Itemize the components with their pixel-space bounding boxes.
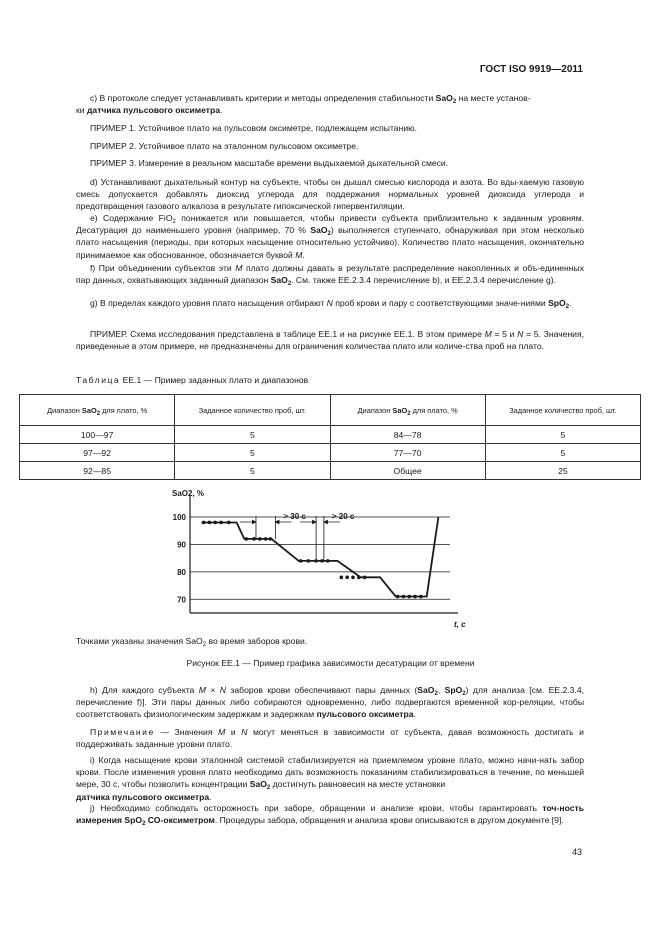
sample-point xyxy=(213,521,217,525)
note: Примечание — Значения M и N могут меняться в зависимости от субъекта, давая возможность достигать и поддерживать заданные уровни плато. xyxy=(76,727,584,750)
sample-point xyxy=(219,521,223,525)
table-row xyxy=(20,426,641,444)
paragraph-i: i) Когда насыщение крови эталонной системой стабилизируется на приемлемом уровне плато, можно начи-нать забор крови. После изменения уровня плато необходимо дать возможность показаниям стабилизироваться в течение, по меньшей мере, 30 с, чтобы позволить концентрации SaO$_2$ достигнуть равновесия на месте установки датчика пульсового оксиметра. xyxy=(76,755,584,802)
figure-caption: Рисунок ЕЕ.1 — Пример графика зависимости десатурации от времени xyxy=(186,658,475,668)
paragraph-g: g) В пределах каждого уровня плато насыщения отбирают N проб крови и пару с соответствующими значе-ниями SpO$_2$. xyxy=(90,298,572,310)
table-row xyxy=(20,462,641,480)
table-cell: 92—85 xyxy=(20,462,175,480)
table-cell: 5 xyxy=(485,444,640,462)
table-cell: 5 xyxy=(175,426,330,444)
table-cell: 100—97 xyxy=(20,426,175,444)
sample-point xyxy=(407,595,411,599)
table-cell: 5 xyxy=(485,426,640,444)
table-row xyxy=(20,444,641,462)
table-cell: 5 xyxy=(175,462,330,480)
sample-point xyxy=(351,576,355,580)
standard-header: ГОСТ ISO 9919—2011 xyxy=(479,64,583,75)
paragraph-e: е) Содержание FiO$_2$ понижается или повышается, чтобы привести субъекта приблизительно к заданным уровням. Десатурация до наименьшего уровня (например, 70 % SaO$_2$) выполняется ступенчато, обнаруживая при этом несколько плато насыщения (периоды, при которых насыщение относительно устойчиво). Количество плато насыщения, окончательно принимаемое как обоснованное, обозначается буквой M. xyxy=(76,213,585,260)
example-scheme: ПРИМЕР. Схема исследования представлена в таблице ЕЕ.1 и на рисунке ЕЕ.1. В этом примере M = 5 и N = 5. Значения, приведенные в этом примере, не предназначены для ограничения количества плато или количе-ства проб на плато. xyxy=(76,329,585,352)
paragraph-c: с) В протоколе следует устанавливать критерии и методы определения стабильности SaO$_2$ на месте установ- ки датчика пульсового оксиметра. xyxy=(76,93,531,116)
sample-point xyxy=(402,595,406,599)
table-cell: 25 xyxy=(485,462,640,480)
desaturation-chart xyxy=(150,488,470,630)
sample-point xyxy=(202,521,206,525)
y-tick-label: 90 xyxy=(177,540,186,550)
sample-point xyxy=(413,595,417,599)
paragraph-f: f) При объединении субъектов эти M плато должны давать в результате распределение накопленных и объ-единенных пар данных, охватывающих заданный диапазон SaO$_2$. См. также ЕЕ.2.3.4 перечисление b), и ЕЕ.2.3.4 перечисление g). xyxy=(76,263,585,288)
paragraph-j: j) Необходимо соблюдать осторожность при заборе, обращении и анализе крови, чтобы гарантировать точ-ность измерения SpO$_2$ СО-оксиметром. Процедуры забора, обращения и анализа крови описываются в другом документе [9]. xyxy=(76,803,584,828)
y-tick-label: 80 xyxy=(177,567,186,577)
sample-point xyxy=(357,576,361,580)
sample-point xyxy=(252,537,256,541)
sample-point xyxy=(363,576,367,580)
y-tick-label: 100 xyxy=(172,512,186,522)
x-axis-label: t, c xyxy=(454,620,466,629)
table-cell: 97—92 xyxy=(20,444,175,462)
sample-point xyxy=(345,576,349,580)
sample-point xyxy=(258,537,262,541)
series-line xyxy=(202,517,439,597)
sample-point xyxy=(299,559,303,563)
figure-note: Точками указаны значения SaO$_2$ во время заборов крови. xyxy=(76,636,308,648)
col-range-1: Диапазон SaO$_2$ для плато, % xyxy=(20,395,175,426)
sample-point xyxy=(208,521,212,525)
sample-point xyxy=(326,559,330,563)
plateau-table xyxy=(19,394,641,480)
paragraph-d: d) Устанавливают дыхательный контур на субъекте, чтобы он дышал смесью кислорода и азота. Во вды-хаемую газовую смесь допускается добавлять диоксид углерода для поддержания нормальных уровней диоксида углерода и предотвращения газового алкалоза в результате гипоксической гипервентиляции. xyxy=(76,177,584,212)
example-2: ПРИМЕР 2. Устойчивое плато на эталонном пульсовом оксиметре. xyxy=(90,141,359,151)
table-cell: 84—78 xyxy=(330,426,485,444)
paragraph-h: h) Для каждого субъекта M × N заборов крови обеспечивают пары данных (SaO$_2$, SpO$_2$) для анализа [см. ЕЕ.2.3.4, перечисление f)]. Эти пары данных либо собираются одновременно, либо подвергаются временной кор-реляции, чтобы соответствовать физиологическим задержкам и задержкам пульсового оксиметра. xyxy=(76,685,585,720)
sample-point xyxy=(307,559,311,563)
table-cell: Общее xyxy=(330,462,485,480)
table-caption: Таблица ЕЕ.1 — Пример заданных плато и диапазонов xyxy=(76,375,309,385)
annotation-label: > 30 c xyxy=(283,512,306,521)
table-header-row xyxy=(20,395,641,426)
col-range-2: Диапазон SaO$_2$ для плато, % xyxy=(330,395,485,426)
col-count-2: Заданное количество проб, шт. xyxy=(485,395,640,426)
sample-point xyxy=(269,537,273,541)
example-3: ПРИМЕР 3. Измерение в реальном масштабе времени выдыхаемой дыхательной смеси. xyxy=(90,158,449,168)
y-axis-label: SaO2, % xyxy=(172,489,205,498)
sample-point xyxy=(227,521,231,525)
sample-point xyxy=(320,559,324,563)
table-cell: 77—70 xyxy=(330,444,485,462)
y-tick-label: 70 xyxy=(177,595,186,605)
col-count-1: Заданное количество проб, шт. xyxy=(175,395,330,426)
sample-point xyxy=(244,537,248,541)
annotation-label: > 20 c xyxy=(331,512,355,521)
table-cell: 5 xyxy=(175,444,330,462)
sample-point xyxy=(396,595,400,599)
sample-point xyxy=(419,595,423,599)
sample-point xyxy=(340,576,344,580)
example-1: ПРИМЕР 1. Устойчивое плато на пульсовом оксиметре, подлежащем испытанию. xyxy=(90,123,417,133)
sample-point xyxy=(264,537,268,541)
page-number: 43 xyxy=(571,847,582,857)
